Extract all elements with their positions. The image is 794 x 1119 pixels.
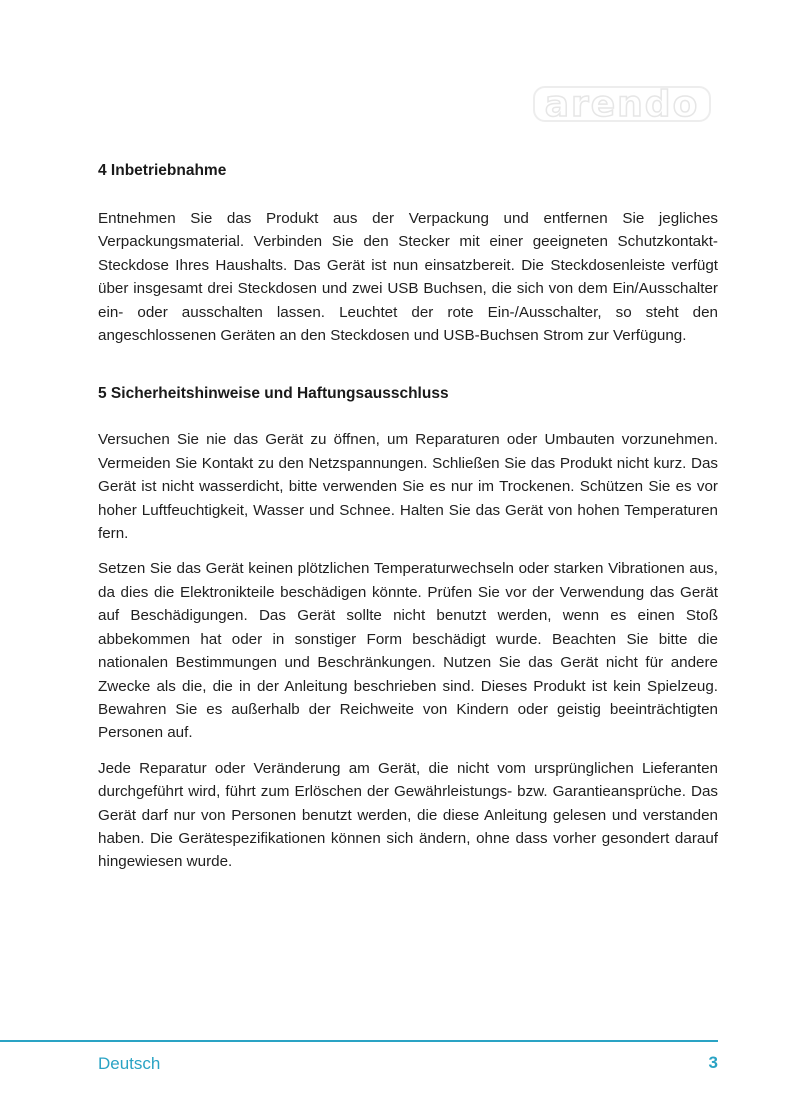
section-paragraph: Setzen Sie das Gerät keinen plötzlichen Temperaturwechseln oder starken Vibrationen aus, da dies die Elektronikteile beschädigen könnte. Prüfen Sie vor der Verwendung das Gerät auf Beschädigungen. Das Gerät sollte nicht benutzt werden, wenn es einen Stoß abbekommen hat oder in sonstiger Form beschädigt wurde. Beachten Sie bitte die nationalen Bestimmungen und Beschränkungen. Nutzen Sie das Gerät nicht für andere Zwecke als die, die in der Anleitung beschrieben sind. Dieses Produkt ist kein Spielzeug. Bewahren Sie es außerhalb der Reichweite von Kindern oder geistig beeinträchtigten Personen auf. bbox=[98, 560, 718, 742]
page-content bbox=[98, 160, 718, 886]
section-paragraph: Versuchen Sie nie das Gerät zu öffnen, um Reparaturen oder Umbauten vorzunehmen. Vermeiden Sie Kontakt zu den Netzspannungen. Schließen Sie das Produkt nicht kurz. Das Gerät ist nicht wasserdicht, bitte verwenden Sie es nur im Trockenen. Schützen Sie es vor hoher Luftfeuchtigkeit, Wasser und Schnee. Halten Sie das Gerät von hohen Temperaturen fern. bbox=[98, 431, 718, 543]
section-paragraph: Jede Reparatur oder Veränderung am Gerät, die nicht vom ursprünglichen Lieferanten durchgeführt wird, führt zum Erlöschen der Gewährleistungs- bzw. Garantieansprüche. Das Gerät darf nur von Personen benutzt werden, die diese Anleitung gelesen und verstanden haben. Die Gerätespezifikationen können sich ändern, ohne dass vorher gesondert darauf hingewiesen wurde. bbox=[98, 759, 718, 871]
section-heading-inbetriebnahme: 4 Inbetriebnahme bbox=[98, 162, 227, 179]
brand-logo bbox=[533, 86, 711, 122]
section-paragraph: Entnehmen Sie das Produkt aus der Verpackung und entfernen Sie jegliches Verpackungsmaterial. Verbinden Sie den Stecker mit einer geeigneten Schutzkontakt-Steckdose Ihres Haushalts. Das Gerät ist nun einsatzbereit. Die Steckdosenleiste verfügt über insgesamt drei Steckdosen und zwei USB Buchsen, die sich von dem Ein/Ausschalter ein- oder ausschalten lassen. Leuchtet der rote Ein-/Ausschalter, so steht den angeschlossenen Geräten an den Steckdosen und USB-Buchsen Strom zur Verfügung. bbox=[98, 210, 718, 345]
footer-divider bbox=[0, 1040, 718, 1042]
section-heading-sicherheitshinweise: 5 Sicherheitshinweise und Haftungsausschluss bbox=[98, 385, 449, 403]
brand-logo-text: arendo bbox=[544, 86, 700, 122]
page-number: 3 bbox=[708, 1053, 718, 1072]
footer-language: Deutsch bbox=[98, 1054, 161, 1073]
